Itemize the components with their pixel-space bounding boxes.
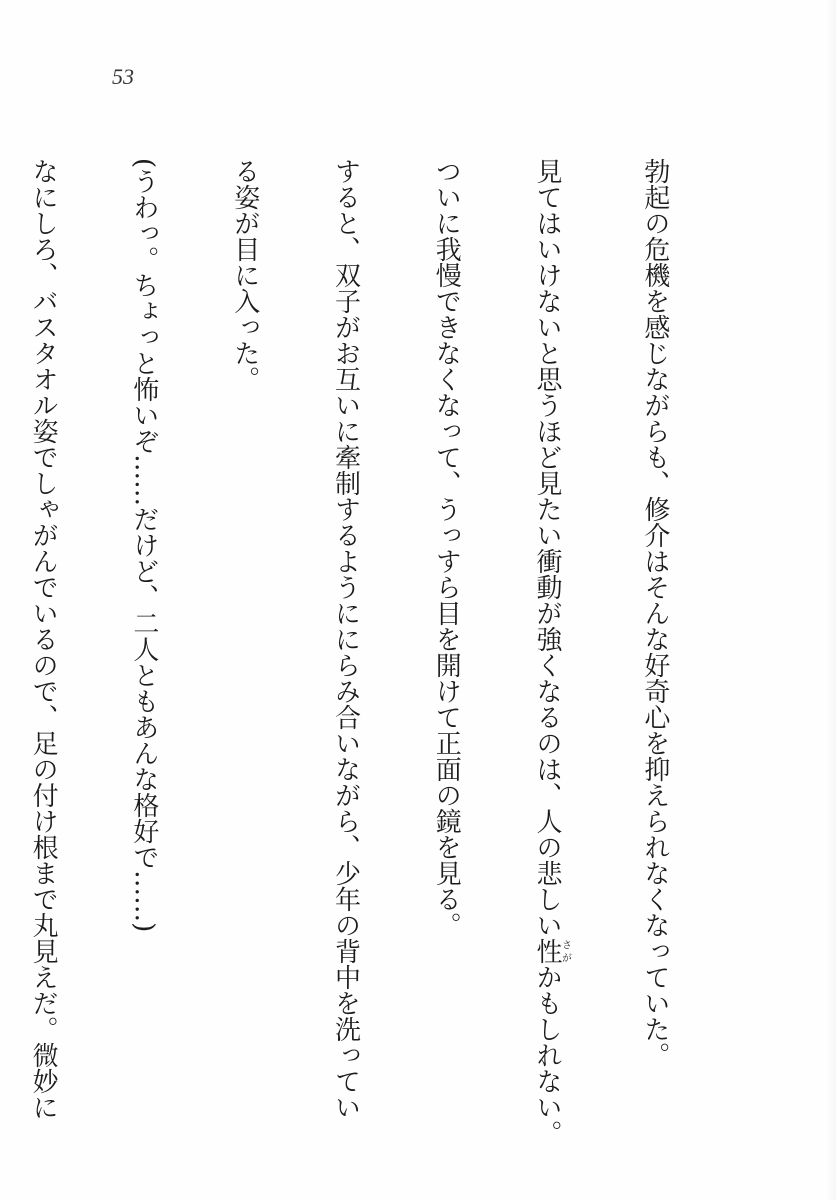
- text-line-7: なにしろ、バスタオル姿でしゃがんでいるので、足の付け根まで丸見えだ。微妙に: [28, 158, 59, 1120]
- text-line-4: すると、双子がお互いに牽制するようににらみ合いながら、少年の背中を洗ってい: [330, 158, 361, 1120]
- text-line-6: (うわっ。ちょっと怖いぞ……だけど、二人ともあんな格好で……): [128, 158, 159, 933]
- ruby-saga: [532, 938, 571, 964]
- vertical-body-text: [0, 158, 738, 1168]
- page-edge-shadow: [826, 0, 836, 1200]
- text-line-2-head: 見てはいけないと思うほど見たい衝動が強くなるのは、人の悲しい: [532, 158, 563, 938]
- ruby-reading: さが: [559, 938, 571, 964]
- text-line-5: る姿が目に入った。: [229, 158, 260, 392]
- page-number: 53: [112, 64, 134, 89]
- text-line-3: ついに我慢できなくなって、うっすら目を開けて正面の鏡を見る。: [431, 158, 462, 938]
- ruby-base: 性: [532, 938, 563, 964]
- text-line-2-tail: かもしれない。: [532, 964, 563, 1146]
- text-line-1: 勃起の危機を感じながらも、修介はそんな好奇心を抑えられなくなっていた。: [639, 158, 670, 1068]
- text-line-2: [529, 158, 570, 1168]
